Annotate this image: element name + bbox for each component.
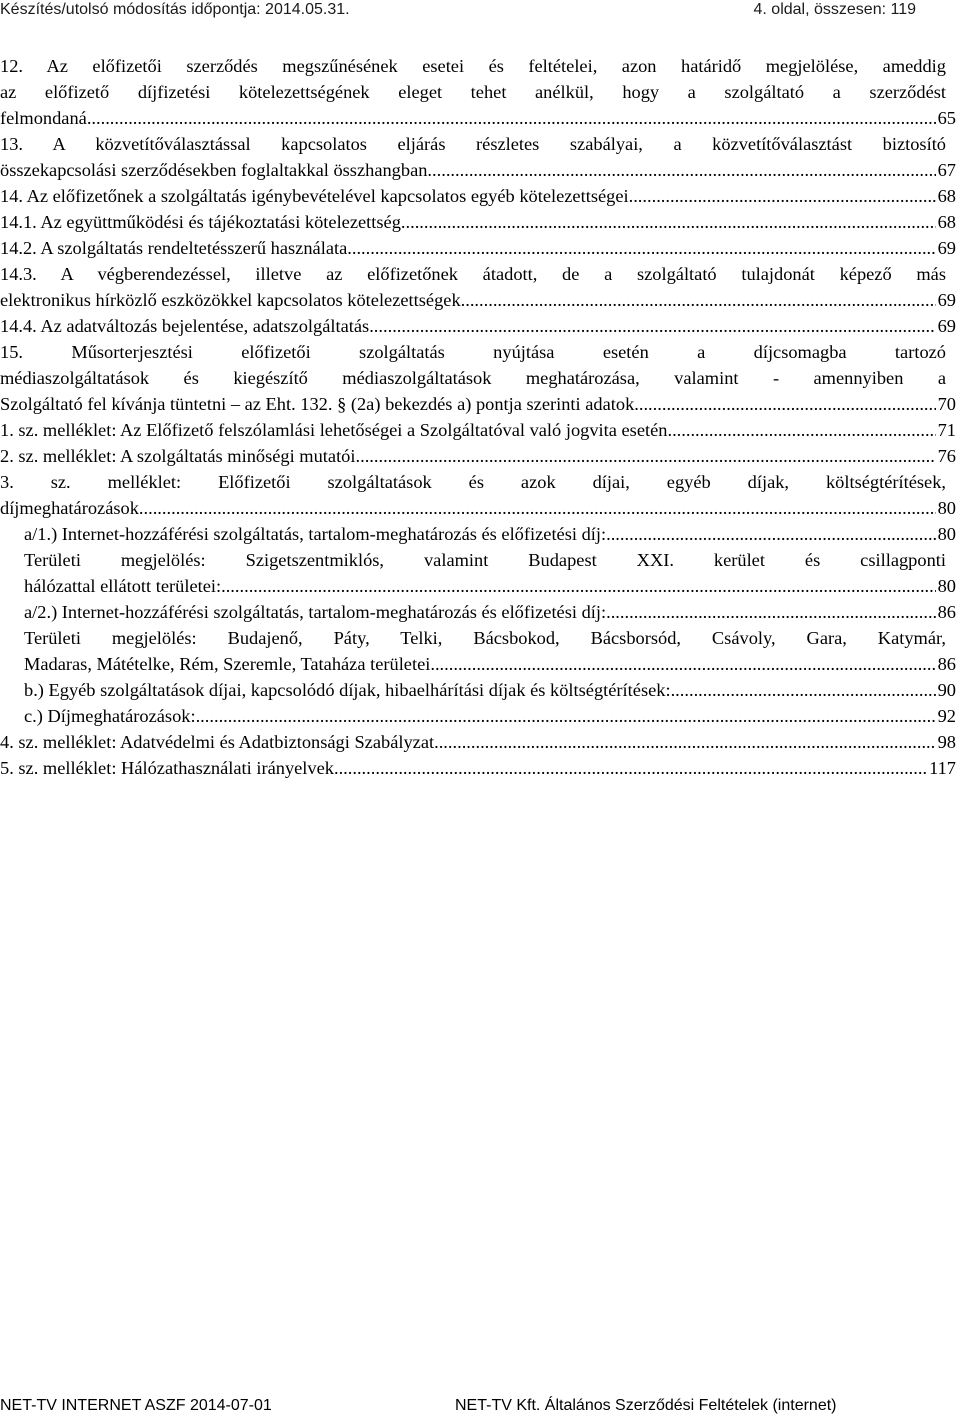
dot-leader [667,417,935,443]
dot-leader [221,573,936,599]
footer-document-id: NET-TV INTERNET ASZF 2014-07-01 [0,1397,272,1414]
toc-entry-text: Szolgáltató fel kívánja tüntetni – az Eht. 132. § (2a) bekezdés a) pontja szerinti adatok. [0,394,639,414]
toc-entry-text: 12. Az előfizetői szerződés megszűnésének esetei és feltételei, azon határidő megjelölése, ameddig [0,56,946,76]
toc-entry-15-line-1[interactable] [0,339,946,365]
header-page-counter: 4. oldal, összesen: 119 [753,1,916,18]
toc-entry-text: c.) Díjmeghatározások: [24,706,196,726]
toc-entry-text: 15. Műsorterjesztési előfizetői szolgáltatás nyújtása esetén a díjcsomagba tartozó [0,342,946,362]
dot-leader [430,651,935,677]
dot-leader [606,599,936,625]
toc-page-number: 76 [937,446,956,466]
toc-page-number: 67 [937,160,956,180]
toc-entry-12-line-3[interactable] [0,105,956,131]
toc-entry-text: 14.1. Az együttműködési és tájékoztatási kötelezettség [0,212,401,232]
dot-leader [334,755,927,781]
header-timestamp: Készítés/utolsó módosítás időpontja: 2014.05.31. [0,1,350,18]
toc-entry-a1-area-line-1[interactable] [24,547,946,573]
toc-entry-a2-area-line-1[interactable] [24,625,946,651]
toc-entry-14-2[interactable] [0,235,956,261]
toc-entry-12-line-1[interactable] [0,53,946,79]
toc-entry-text: Területi megjelölés: Budajenő, Páty, Telki, Bácsbokod, Bácsborsód, Csávoly, Gara, Katymár, [24,628,946,648]
toc-entry-annex-2[interactable] [0,443,956,469]
toc-entry-a1[interactable] [24,521,956,547]
toc-entry-14[interactable] [0,183,956,209]
dot-leader [671,677,936,703]
toc-entry-14-3-line-2[interactable] [0,287,956,313]
toc-page-number: 65 [937,108,956,128]
toc-page-number: 90 [937,680,956,700]
dot-leader [629,183,936,209]
toc-page-number: 68 [937,186,956,206]
toc-page-number: 69 [937,316,956,336]
toc-entry-13-line-1[interactable] [0,131,946,157]
dot-leader [196,703,936,729]
toc-page-number: 69 [937,238,956,258]
toc-entry-text: 14. Az előfizetőnek a szolgáltatás igénybevételével kapcsolatos egyéb kötelezettségei [0,186,629,206]
toc-entry-a2[interactable] [24,599,956,625]
toc-entry-text: 5. sz. melléklet: Hálózathasználati irányelvek [0,758,334,778]
toc-entry-a2-area-line-2[interactable] [24,651,956,677]
toc-entry-annex-3-line-2[interactable] [0,495,956,521]
toc-entry-text: Területi megjelölés: Szigetszentmiklós, valamint Budapest XXI. kerület és csillagponti [24,550,946,570]
toc-entry-a1-area-line-2[interactable] [24,573,956,599]
toc-entry-14-3-line-1[interactable] [0,261,946,287]
toc-page-number: 80 [937,524,956,544]
toc-entry-annex-4[interactable] [0,729,956,755]
toc-entry-text: 13. A közvetítőválasztással kapcsolatos eljárás részletes szabályai, a közvetítőválasztást biztosító [0,134,946,154]
toc-page-number: 98 [937,732,956,752]
toc-entry-text: 14.4. Az adatváltozás bejelentése, adatszolgáltatás [0,316,370,336]
toc-entry-text: a/1.) Internet-hozzáférési szolgáltatás, tartalom-meghatározás és előfizetési díj: [24,524,607,544]
toc-entry-text: összekapcsolási szerződésekben foglaltakkal összhangban. [0,160,433,180]
page-header [0,0,960,24]
footer-document-title: NET-TV Kft. Általános Szerződési Feltételek (internet) [455,1397,837,1414]
page-footer [0,1397,960,1417]
toc-entry-text: 4. sz. melléklet: Adatvédelmi és Adatbiztonsági Szabályzat [0,732,435,752]
toc-entry-c[interactable] [24,703,956,729]
toc-entry-text: 14.3. A végberendezéssel, illetve az előfizetőnek átadott, de a szolgáltató tulajdonát képező más [0,264,946,284]
toc-page-number: 117 [929,758,956,778]
toc-entry-text: hálózattal ellátott területei: [24,576,222,596]
dot-leader [639,391,936,417]
toc-entry-text: felmondaná [0,108,87,128]
toc-entry-text: 2. sz. melléklet: A szolgáltatás minőségi mutatói [0,446,356,466]
toc-entry-text: Madaras, Mátételke, Rém, Szeremle, Tataháza területei [24,654,431,674]
toc-entry-text: a/2.) Internet-hozzáférési szolgáltatás, tartalom-meghatározás és előfizetési díj: [24,602,607,622]
toc-entry-text: 1. sz. melléklet: Az Előfizető felszólamlási lehetőségei a Szolgáltatóval való jogvita esetén [0,420,668,440]
toc-entry-14-1[interactable] [0,209,956,235]
dot-leader [434,729,936,755]
dot-leader [461,287,936,313]
toc-entry-text: elektronikus hírközlő eszközökkel kapcsolatos kötelezettségek [0,290,461,310]
toc-page-number: 71 [937,420,956,440]
toc-page-number: 68 [937,212,956,232]
toc-entry-text: b.) Egyéb szolgáltatások díjai, kapcsolódó díjak, hibaelhárítási díjak és költségtérítések: [24,680,671,700]
toc-page-number: 86 [937,602,956,622]
toc-page-number: 70 [937,394,956,414]
toc-entry-12-line-2[interactable] [0,79,946,105]
toc-entry-13-line-2[interactable] [0,157,956,183]
toc-entry-15-line-3[interactable] [0,391,956,417]
toc-page-number: 86 [937,654,956,674]
dot-leader [87,105,936,131]
dot-leader [139,495,936,521]
toc-entry-text: 3. sz. melléklet: Előfizetői szolgáltatások és azok díjai, egyéb díjak, költségtérítések, [0,472,946,492]
dot-leader [356,443,936,469]
toc-page-number: 69 [937,290,956,310]
toc-entry-text: az előfizető díjfizetési kötelezettségének eleget tehet anélkül, hogy a szolgáltató a szerződést [0,82,946,102]
dot-leader [369,313,935,339]
dot-leader [401,209,936,235]
dot-leader [606,521,936,547]
toc-entry-15-line-2[interactable] [0,365,946,391]
dot-leader [347,235,935,261]
toc-entry-annex-1[interactable] [0,417,956,443]
toc-entry-text: médiaszolgáltatások és kiegészítő médiaszolgáltatások meghatározása, valamint - amennyiben a [0,368,946,388]
toc-entry-text: 14.2. A szolgáltatás rendeltetésszerű használata [0,238,348,258]
toc-page-number: 80 [937,576,956,596]
toc-entry-text: díjmeghatározások [0,498,139,518]
toc-page-number: 92 [937,706,956,726]
toc-entry-14-4[interactable] [0,313,956,339]
dot-leader [432,157,936,183]
toc-entry-b[interactable] [24,677,956,703]
toc-entry-annex-3-line-1[interactable] [0,469,946,495]
toc-entry-annex-5[interactable] [0,755,956,781]
toc-page-number: 80 [937,498,956,518]
